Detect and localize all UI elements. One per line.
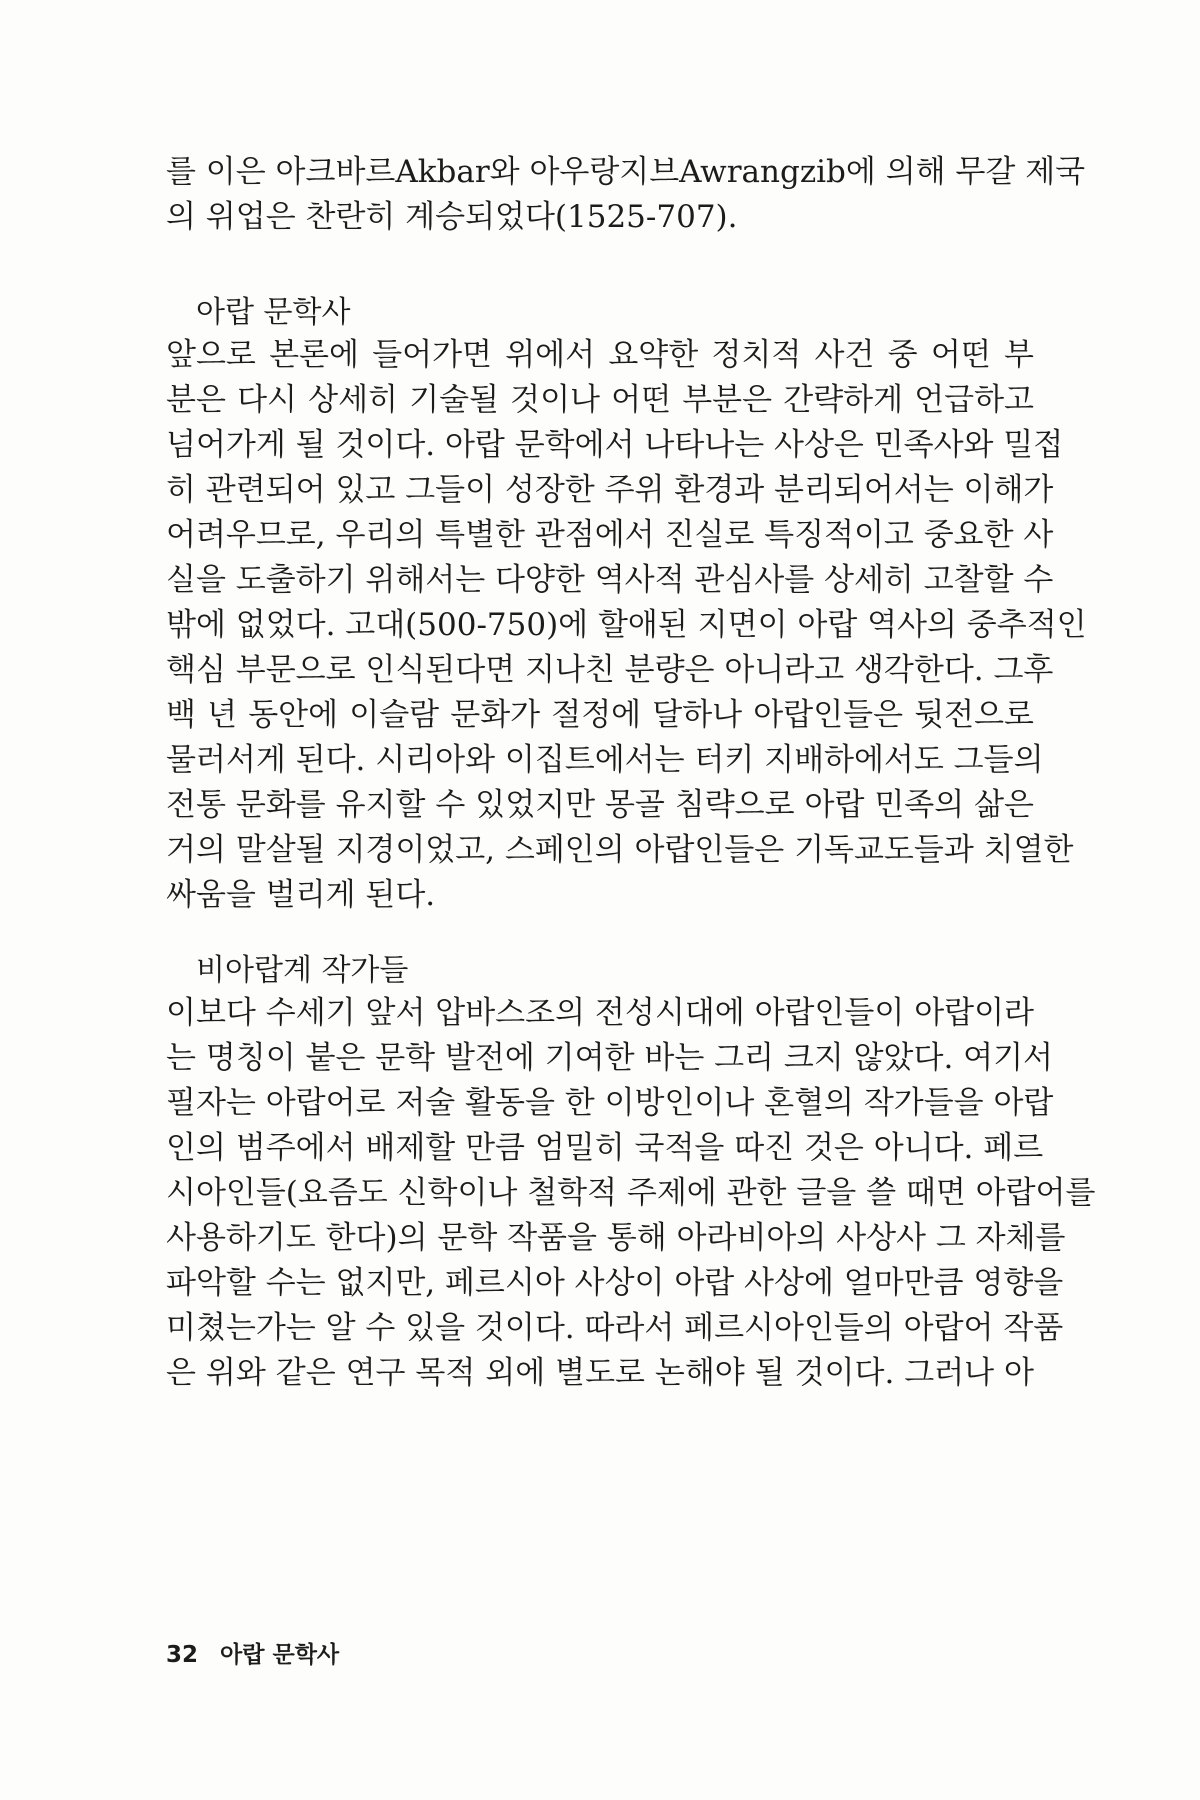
running-title: 아랍 문학사 <box>220 1642 340 1668</box>
text-line: 거의 말살될 지경이었고, 스페인의 아랍인들은 기독교도들과 치열한 <box>166 832 1074 868</box>
text-line: 를 이은 아크바르Akbar와 아우랑지브Awrangzib에 의해 무갈 제국 <box>166 154 1086 190</box>
text-line: 이보다 수세기 앞서 압바스조의 전성시대에 아랍인들이 아랍이라 <box>166 995 1034 1031</box>
text-line: 어려우므로, 우리의 특별한 관점에서 진실로 특징적이고 중요한 사 <box>166 517 1054 553</box>
text-line: 앞으로 본론에 들어가면 위에서 요약한 정치적 사건 중 어떤 부 <box>166 337 1034 373</box>
text-line: 밖에 없었다. 고대(500-750)에 할애된 지면이 아랍 역사의 중추적인 <box>166 607 1087 643</box>
text-line: 핵심 부문으로 인식된다면 지나친 분량은 아니라고 생각한다. 그후 <box>166 652 1054 688</box>
text-line: 백 년 동안에 이슬람 문화가 절정에 달하나 아랍인들은 뒷전으로 <box>166 697 1034 733</box>
text-line: 파악할 수는 없지만, 페르시아 사상이 아랍 사상에 얼마만큼 영향을 <box>166 1265 1064 1301</box>
text-line: 분은 다시 상세히 기술될 것이나 어떤 부분은 간략하게 언급하고 <box>166 382 1034 418</box>
text-line: 물러서게 된다. 시리아와 이집트에서는 터키 지배하에서도 그들의 <box>166 742 1044 778</box>
text-line: 은 위와 같은 연구 목적 외에 별도로 논해야 될 것이다. 그러나 아 <box>166 1355 1034 1391</box>
text-line: 넘어가게 될 것이다. 아랍 문학에서 나타나는 사상은 민족사와 밀접 <box>166 427 1064 463</box>
page-number: 32 <box>166 1642 199 1668</box>
text-line: 히 관련되어 있고 그들이 성장한 주위 환경과 분리되어서는 이해가 <box>166 472 1054 508</box>
section-heading: 아랍 문학사 <box>196 295 351 330</box>
text-line: 전통 문화를 유지할 수 있었지만 몽골 침략으로 아랍 민족의 삶은 <box>166 787 1034 823</box>
page-footer <box>166 1636 339 1669</box>
text-line: 의 위업은 찬란히 계승되었다(1525-707). <box>166 199 738 235</box>
text-line: 미쳤는가는 알 수 있을 것이다. 따라서 페르시아인들의 아랍어 작품 <box>166 1310 1064 1346</box>
text-line: 사용하기도 한다)의 문학 작품을 통해 아라비아의 사상사 그 자체를 <box>166 1220 1066 1256</box>
text-line: 싸움을 벌리게 된다. <box>166 877 436 913</box>
section-heading: 비아랍계 작가들 <box>196 953 409 988</box>
text-line: 인의 범주에서 배제할 만큼 엄밀히 국적을 따진 것은 아니다. 페르 <box>166 1130 1044 1166</box>
text-line: 실을 도출하기 위해서는 다양한 역사적 관심사를 상세히 고찰할 수 <box>166 562 1054 598</box>
text-line: 시아인들(요즘도 신학이나 철학적 주제에 관한 글을 쓸 때면 아랍어를 <box>166 1175 1096 1211</box>
text-line: 는 명칭이 붙은 문학 발전에 기여한 바는 그리 크지 않았다. 여기서 <box>166 1040 1053 1076</box>
text-line: 필자는 아랍어로 저술 활동을 한 이방인이나 혼혈의 작가들을 아랍 <box>166 1085 1054 1121</box>
